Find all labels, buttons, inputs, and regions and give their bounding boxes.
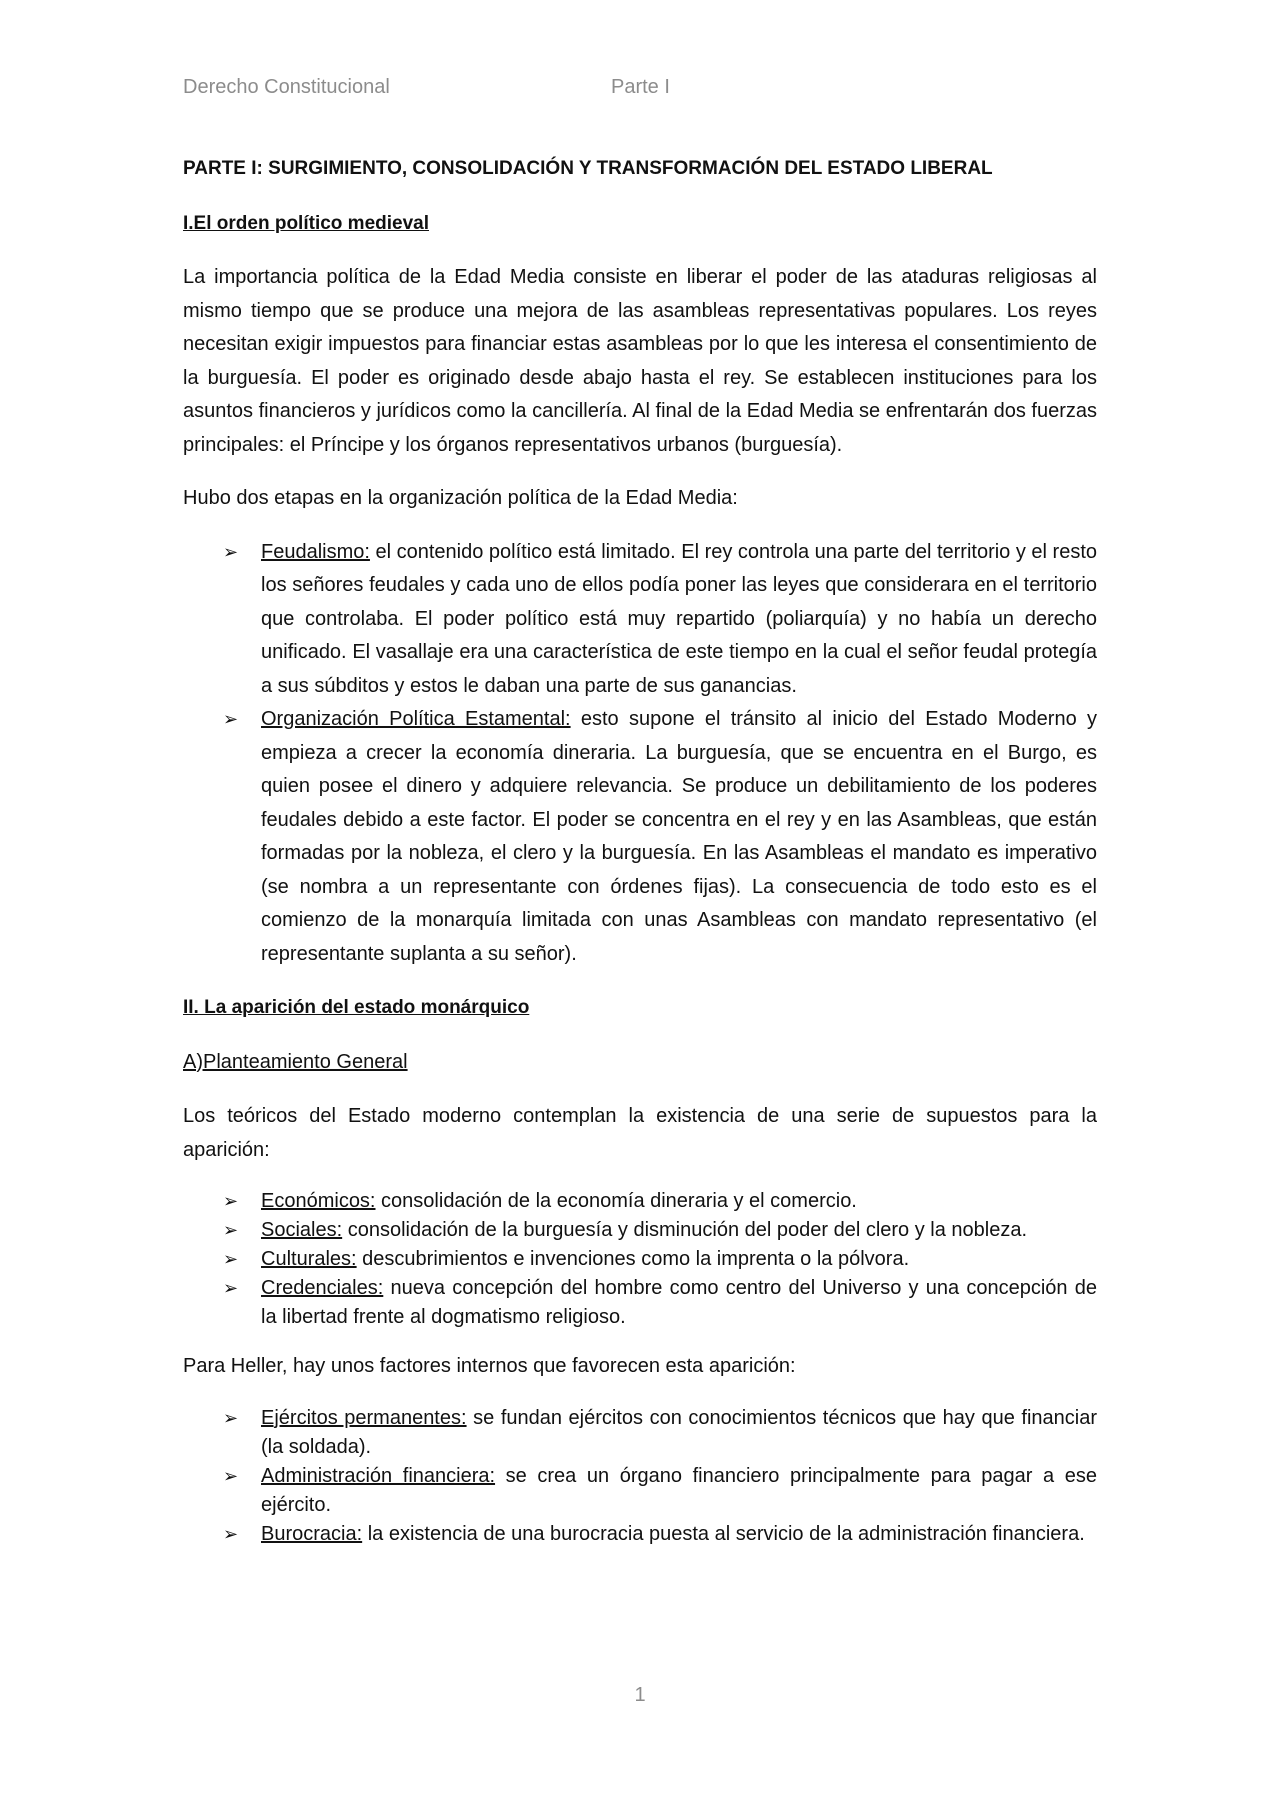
list-item [183, 1404, 1097, 1462]
list-item-term: Burocracia: [261, 1522, 363, 1545]
document-title: PARTE I: SURGIMIENTO, CONSOLIDACIÓN Y TRANSFORMACIÓN DEL ESTADO LIBERAL [183, 158, 993, 179]
list-item-term: Sociales: [261, 1219, 343, 1241]
list-item-text: consolidación de la economía dineraria y el comercio. [375, 1190, 857, 1212]
paragraph: La importancia política de la Edad Media consiste en liberar el poder de las ataduras religiosas al mismo tiempo que se produce una mejora de las asambleas representativas populares. Los reyes necesitan exigir impuestos para financiar estas asambleas por lo que les interesa el consentimiento de la burguesía. El poder es originado desde abajo hasta el rey. Se establecen instituciones para los asuntos financieros y jurídicos como la cancillería. Al final de la Edad Media se enfrentarán dos fuerzas principales: el Príncipe y los órganos representativos urbanos (burguesía). [183, 266, 1097, 456]
list-item-term: Credenciales: [261, 1277, 384, 1299]
list-item [183, 1520, 1097, 1549]
bullet-list [183, 1187, 1097, 1332]
header-right: Parte I [611, 76, 670, 98]
paragraph: Para Heller, hay unos factores internos que favorecen esta aparición: [183, 1355, 796, 1377]
list-item-text: se fundan ejércitos con conocimientos técnicos que hay que financiar (la soldada). [261, 1406, 1098, 1458]
list-item [183, 1462, 1097, 1520]
list-item-term: Ejércitos permanentes: [261, 1406, 467, 1429]
list-item [183, 1245, 1097, 1274]
arrow-bullet-icon: ➢ [223, 541, 239, 562]
list-item-term: Económicos: [261, 1190, 376, 1212]
list-item-text: nueva concepción del hombre como centro del Universo y una concepción de la libertad frente al dogmatismo religioso. [261, 1277, 1097, 1328]
list-item [183, 1187, 1097, 1216]
list-item [183, 536, 1097, 704]
paragraph: Los teóricos del Estado moderno contemplan la existencia de una serie de supuestos para la aparición: [183, 1105, 1097, 1161]
arrow-bullet-icon: ➢ [223, 1278, 239, 1298]
list-item-text: el contenido político está limitado. El rey controla una parte del territorio y el resto los señores feudales y cada uno de ellos podía poner las leyes que considerara en el territorio que controlaba. El poder político está muy repartido (poliarquía) y no había un derecho unificado. El vasallaje era una característica de este tiempo en la cual el señor feudal protegía a sus súbditos y estos le daban una parte de sus ganancias. [261, 540, 1097, 697]
list-item-term: Culturales: [261, 1248, 357, 1270]
arrow-bullet-icon: ➢ [223, 1249, 239, 1269]
list-item-term: Administración financiera: [261, 1464, 496, 1487]
page-header [183, 76, 670, 99]
bullet-list [183, 536, 1097, 972]
list-item-text: consolidación de la burguesía y disminución del poder del clero y la nobleza. [342, 1219, 1028, 1241]
list-item-term: Organización Política Estamental: [261, 708, 571, 730]
list-item-text: descubrimientos e invenciones como la imprenta o la pólvora. [356, 1248, 910, 1270]
arrow-bullet-icon: ➢ [223, 1523, 239, 1544]
arrow-bullet-icon: ➢ [223, 1465, 239, 1486]
document-body [183, 152, 1097, 1567]
list-item-text: la existencia de una burocracia puesta al servicio de la administración financiera. [362, 1522, 1085, 1545]
list-item-term: Feudalismo: [261, 540, 370, 563]
list-item [183, 1216, 1097, 1245]
list-item [183, 1274, 1097, 1332]
list-item [183, 703, 1097, 971]
list-item-text: se crea un órgano financiero principalmente para pagar a ese ejército. [261, 1464, 1097, 1516]
arrow-bullet-icon: ➢ [223, 1407, 239, 1428]
section-heading: II. La aparición del estado monárquico [183, 997, 530, 1018]
paragraph: Hubo dos etapas en la organización política de la Edad Media: [183, 487, 738, 509]
page-number: 1 [634, 1684, 646, 1706]
list-item-text: esto supone el tránsito al inicio del Estado Moderno y empieza a crecer la economía dineraria. La burguesía, que se encuentra en el Burgo, es quien posee el dinero y adquiere relevancia. Se produce un debilitamiento de los poderes feudales debido a este factor. El poder se concentra en el rey y en las Asambleas, que están formadas por la nobleza, el clero y la burguesía. En las Asambleas el mandato es imperativo (se nombra a un representante con órdenes fijas). La consecuencia de todo esto es el comienzo de la monarquía limitada con unas Asambleas con mandato representativo (el representante suplanta a su señor). [261, 708, 1097, 965]
arrow-bullet-icon: ➢ [223, 1220, 239, 1240]
section-heading: I.El orden político medieval [183, 212, 429, 234]
header-left: Derecho Constitucional [183, 76, 390, 98]
arrow-bullet-icon: ➢ [223, 1191, 239, 1211]
subsection-heading: A)Planteamiento General [183, 1050, 408, 1073]
bullet-list [183, 1404, 1097, 1549]
arrow-bullet-icon: ➢ [223, 709, 239, 729]
